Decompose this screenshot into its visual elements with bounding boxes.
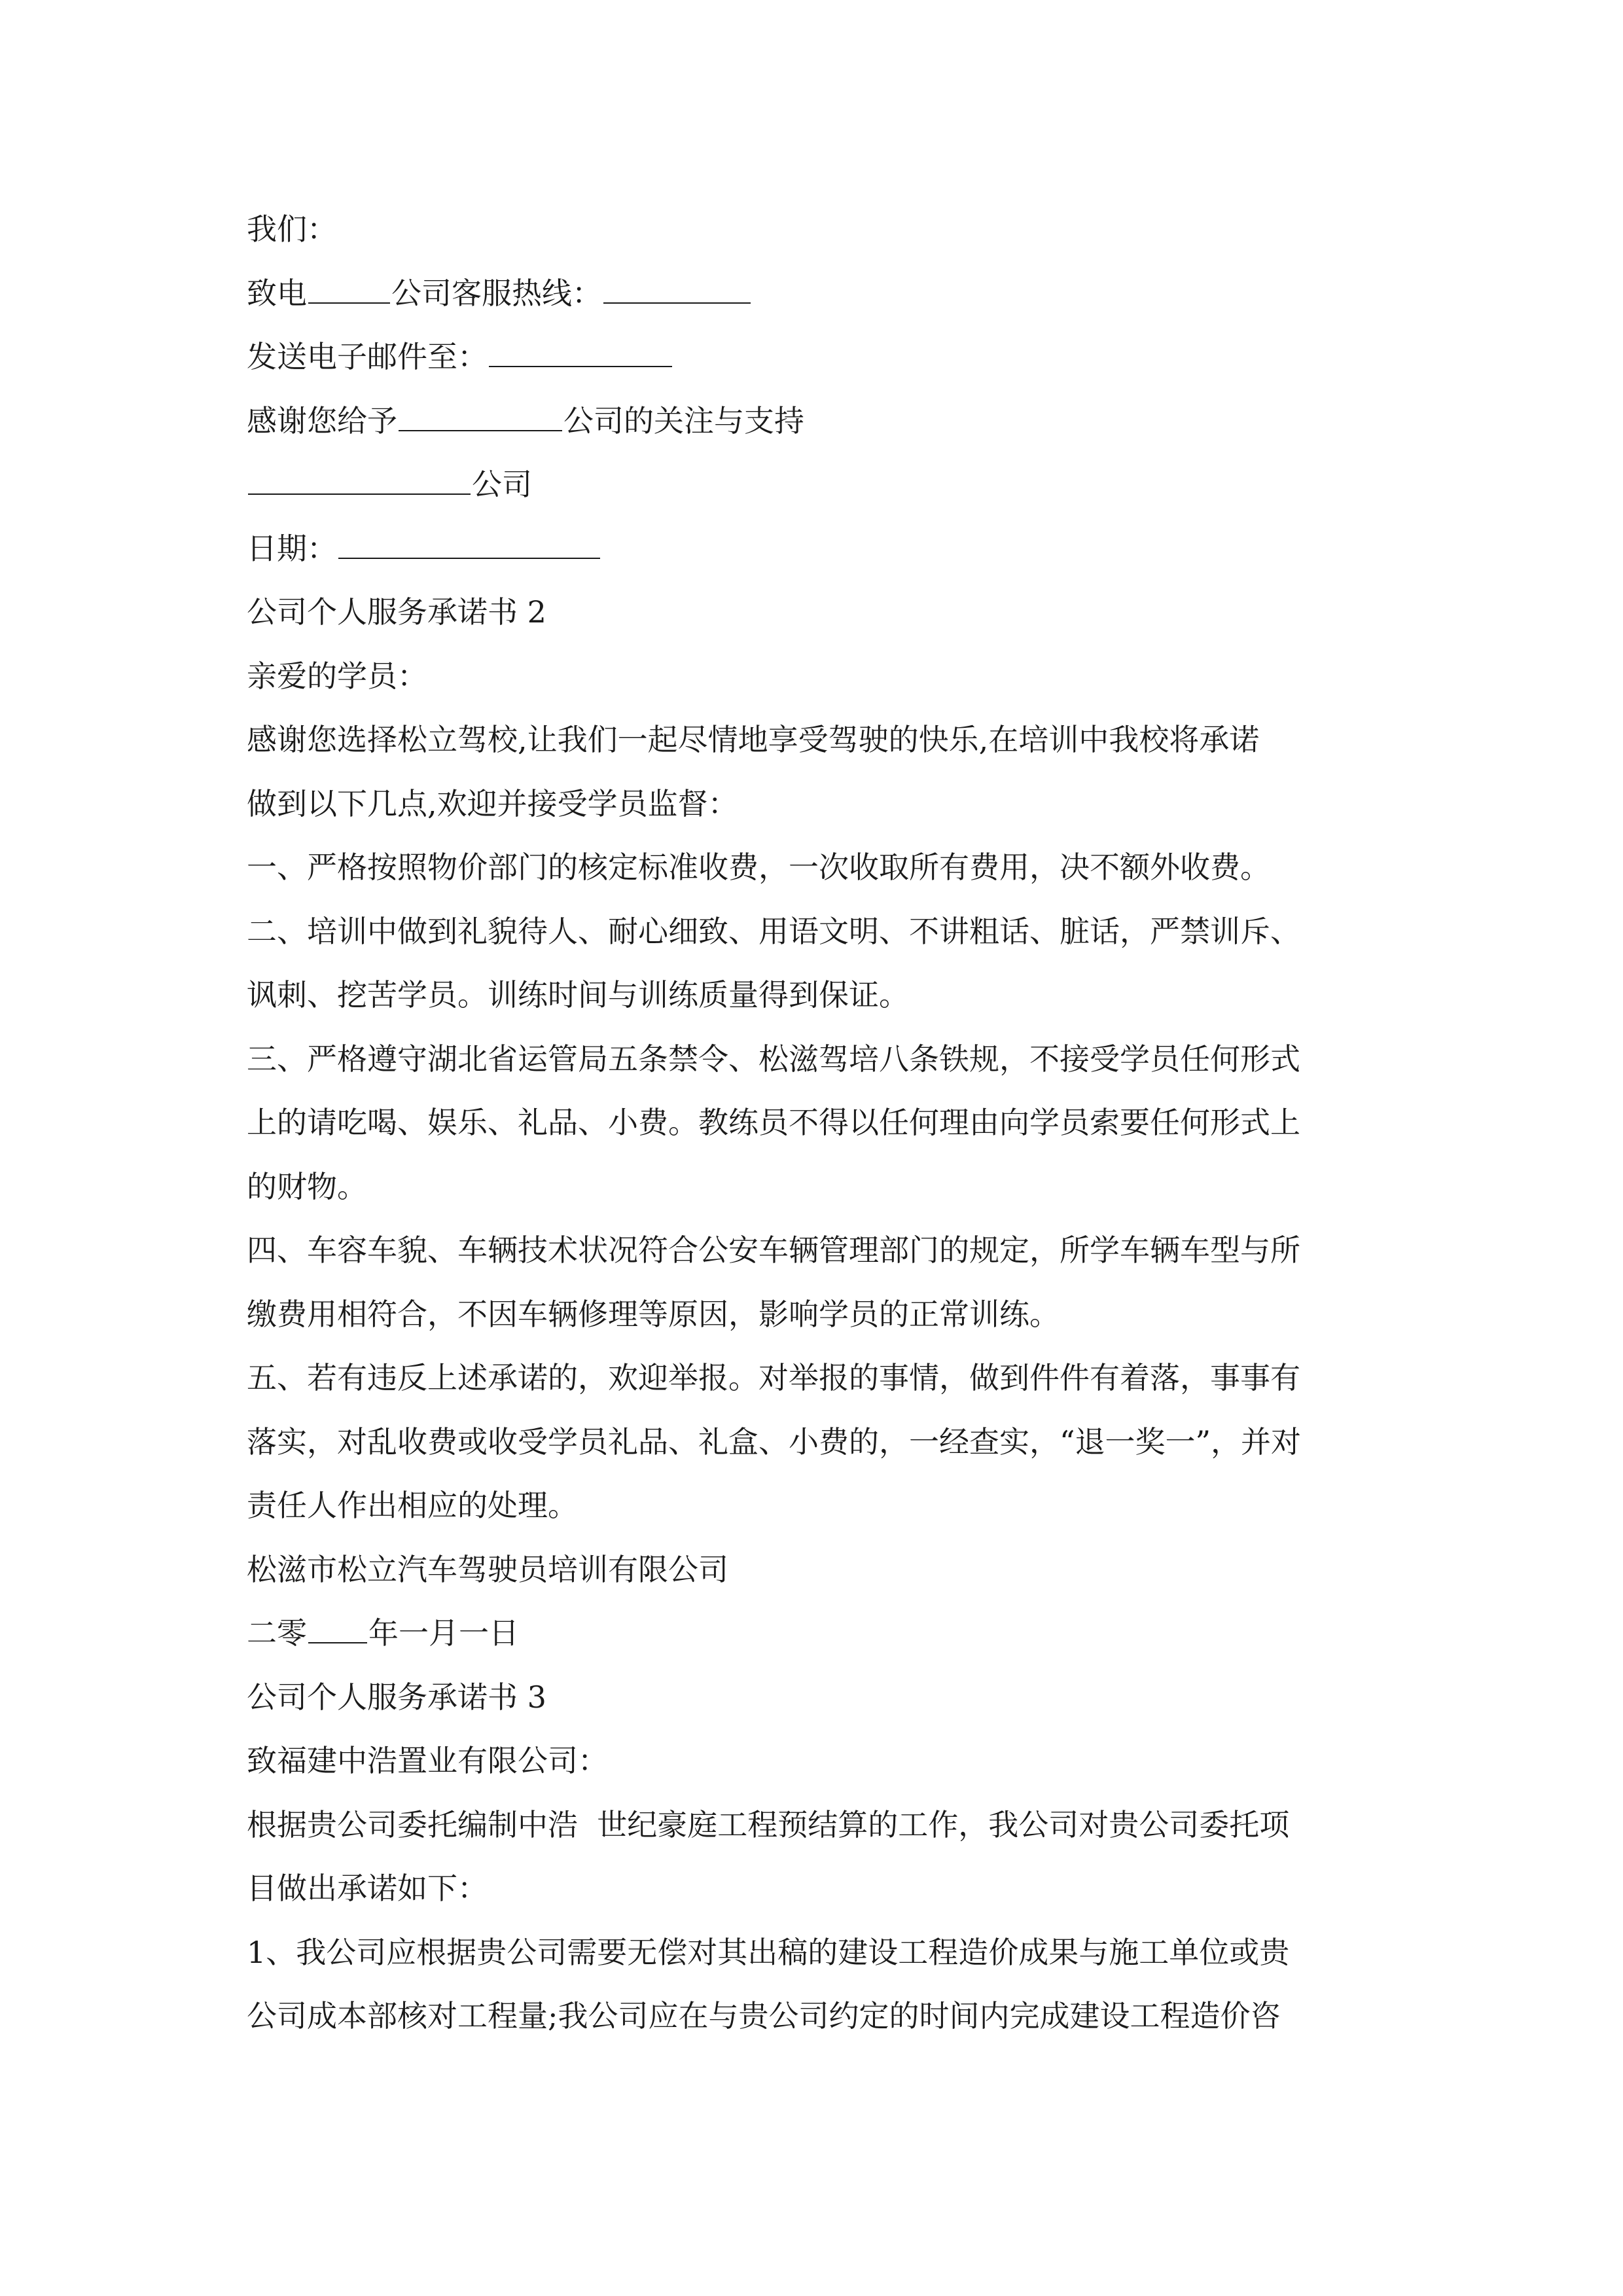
text-line (247, 1921, 1399, 1985)
text-line (247, 1410, 1399, 1475)
text-line (247, 772, 1399, 836)
text: 亲爱的学员： (247, 658, 427, 694)
text-line (247, 836, 1399, 900)
text: 的财物。 (247, 1168, 367, 1204)
text-line (247, 963, 1399, 1028)
text-line (247, 198, 1399, 262)
text: 发送电子邮件至： (247, 339, 488, 374)
text: 讽刺、挖苦学员。训练时间与训练质量得到保证。 (247, 977, 909, 1013)
fill-in-blank (399, 399, 562, 431)
text-line (247, 1155, 1399, 1219)
fill-in-blank (338, 526, 600, 559)
text: 缴费用相符合，不因车辆修理等原因，影响学员的正常训练。 (247, 1296, 1060, 1332)
text: 致福建中浩置业有限公司： (247, 1743, 608, 1778)
text: 致电 (247, 275, 307, 311)
text-line (247, 1984, 1399, 2049)
signature-company (247, 1538, 1399, 1602)
document-body (247, 198, 1399, 2049)
text-line (247, 1793, 1399, 1857)
text: 松滋市松立汽车驾驶员培训有限公司 (247, 1551, 728, 1587)
text-line (247, 262, 1399, 326)
text: 年一月一日 (368, 1615, 519, 1651)
text: 三、严格遵守湖北省运管局五条禁令、松滋驾培八条铁规，不接受学员任何形式 (247, 1041, 1300, 1077)
text-line (247, 900, 1399, 964)
text: 根据贵公司委托编制中浩 世纪豪庭工程预结算的工作，我公司对贵公司委托项 (247, 1806, 1290, 1842)
text: 责任人作出相应的处理。 (247, 1488, 578, 1523)
text-line (247, 325, 1399, 389)
text: 做到以下几点,欢迎并接受学员监督： (247, 785, 738, 821)
text: 公司个人服务承诺书 3 (247, 1679, 546, 1715)
text: 二、培训中做到礼貌待人、耐心细致、用语文明、不讲粗话、脏话，严禁训斥、 (247, 913, 1300, 949)
text: 落实，对乱收费或收受学员礼品、礼盒、小费的，一经查实，“退一奖一”，并对 (247, 1424, 1302, 1460)
text-line (247, 517, 1399, 581)
fill-in-blank (308, 1611, 367, 1643)
text: 目做出承诺如下： (247, 1871, 488, 1906)
text: 五、若有违反上述承诺的，欢迎举报。对举报的事情，做到件件有着落，事事有 (247, 1360, 1300, 1395)
text-line (247, 1219, 1399, 1283)
text: 四、车容车貌、车辆技术状况符合公安车辆管理部门的规定，所学车辆车型与所 (247, 1232, 1300, 1268)
text-line (247, 1857, 1399, 1921)
text-line (247, 1474, 1399, 1538)
text-line (247, 708, 1399, 772)
fill-in-blank (489, 334, 672, 367)
text-line (247, 453, 1399, 517)
text: 公司 (472, 467, 532, 502)
text: 二零 (247, 1615, 307, 1651)
text: 感谢您给予 (247, 403, 397, 439)
text-line (247, 389, 1399, 454)
text: 感谢您选择松立驾校,让我们一起尽情地享受驾驶的快乐,在培训中我校将承诺 (247, 722, 1260, 757)
text: 我们： (247, 211, 337, 247)
text: 公司的关注与支持 (563, 403, 804, 439)
text: 公司客服热线： (391, 275, 602, 311)
fill-in-blank (603, 271, 751, 304)
text-line (247, 1091, 1399, 1155)
text: 1、我公司应根据贵公司需要无偿对其出稿的建设工程造价成果与施工单位或贵 (247, 1934, 1290, 1970)
signature-date (247, 1602, 1399, 1666)
text-line (247, 1346, 1399, 1410)
fill-in-blank (248, 462, 471, 495)
fill-in-blank (308, 271, 390, 304)
text-line (247, 1028, 1399, 1092)
section-heading (247, 581, 1399, 645)
text: 上的请吃喝、娱乐、礼品、小费。教练员不得以任何理由向学员索要任何形式上 (247, 1105, 1300, 1140)
text: 公司成本部核对工程量;我公司应在与贵公司约定的时间内完成建设工程造价咨 (247, 1998, 1281, 2034)
text-line (247, 1729, 1399, 1793)
text: 公司个人服务承诺书 2 (247, 594, 546, 630)
text: 一、严格按照物价部门的核定标准收费，一次收取所有费用，决不额外收费。 (247, 850, 1270, 885)
text-line (247, 645, 1399, 709)
section-heading (247, 1666, 1399, 1730)
text: 日期： (247, 530, 337, 566)
text-line (247, 1283, 1399, 1347)
